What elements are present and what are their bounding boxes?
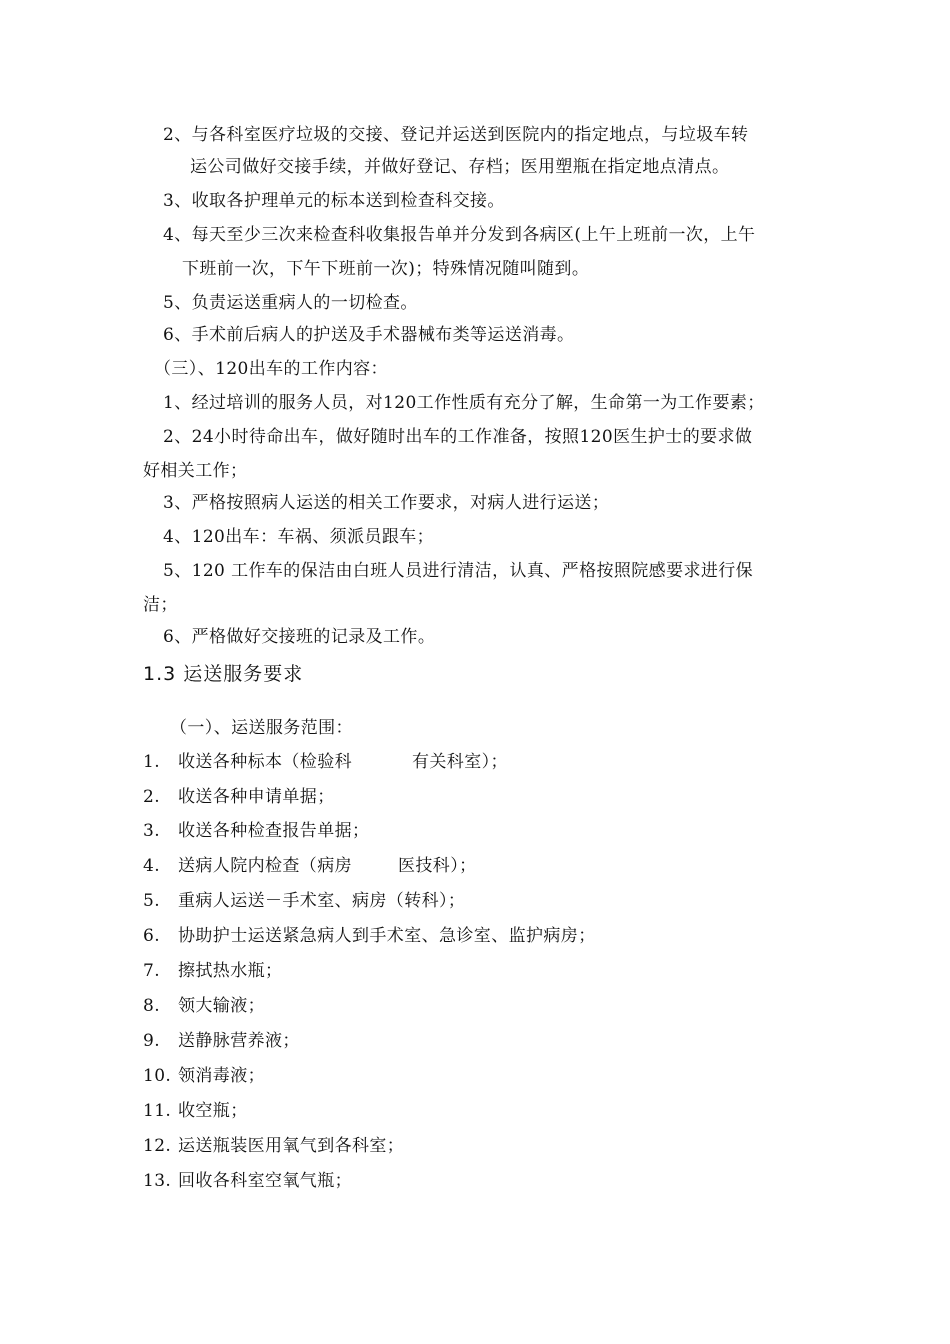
list-item-number: 6.: [143, 926, 161, 946]
list-item-text: 领消毒液；: [178, 1066, 265, 1086]
list-item-text: 收送各种检查报告单据；: [178, 821, 370, 841]
list-item: [143, 751, 508, 773]
list-item: [143, 1135, 404, 1157]
list-item: [143, 1030, 300, 1052]
list-item-number: 12.: [143, 1136, 172, 1156]
list-item: [143, 855, 477, 877]
s3-item-2-line-1: 2、24小时待命出车，做好随时出车的工作准备，按照120医生护士的要求做: [163, 427, 753, 447]
item-5: 5、负责运送重病人的一切检查。: [163, 293, 418, 313]
list-item-number: 9.: [143, 1031, 161, 1051]
item-4-line-2: 下班前一次，下午下班前一次)；特殊情况随叫随到。: [182, 259, 590, 279]
list-item-text: 运送瓶装医用氧气到各科室；: [178, 1136, 405, 1156]
list-item-number: 10.: [143, 1066, 172, 1086]
s3-item-5-line-1: 5、120 工作车的保洁由白班人员进行清洁，认真、严格按照院感要求进行保: [163, 561, 754, 581]
list-item-text: 送病人院内检查（病房: [178, 856, 352, 876]
list-item-number: 11.: [143, 1101, 172, 1121]
list-item-number: 13.: [143, 1171, 172, 1191]
list-item-number: 3.: [143, 821, 161, 841]
scope-title: （一）、运送服务范围：: [170, 718, 353, 738]
list-item-number: 1.: [143, 752, 161, 772]
list-item-text-tail: 有关科室）；: [412, 752, 508, 772]
list-item-number: 5.: [143, 891, 161, 911]
list-item: [143, 995, 265, 1017]
list-item-text: 擦拭热水瓶；: [178, 961, 283, 981]
s3-item-2-line-2: 好相关工作；: [143, 461, 248, 481]
list-item-text: 协助护士运送紧急病人到手术室、急诊室、监护病房；: [178, 926, 596, 946]
list-item: [143, 1065, 265, 1087]
list-item-text: 收送各种标本（检验科: [178, 752, 352, 772]
list-item-text: 重病人运送－手术室、病房（转科）；: [178, 891, 466, 911]
s3-item-5-line-2: 洁；: [143, 595, 178, 615]
list-item-text: 送静脉营养液；: [178, 1031, 300, 1051]
list-item: [143, 890, 465, 912]
item-3: 3、收取各护理单元的标本送到检查科交接。: [163, 191, 505, 211]
list-item: [143, 1170, 352, 1192]
list-item: [143, 925, 596, 947]
s3-item-3: 3、严格按照病人运送的相关工作要求，对病人进行运送；: [163, 493, 610, 513]
list-item-number: 2.: [143, 787, 161, 807]
list-item: [143, 786, 335, 808]
item-6: 6、手术前后病人的护送及手术器械布类等运送消毒。: [163, 325, 575, 345]
list-item-text: 领大输液；: [178, 996, 265, 1016]
section-3-title: （三）、120出车的工作内容：: [154, 359, 388, 379]
list-item: [143, 1100, 248, 1122]
s3-item-1: 1、经过培训的服务人员，对120工作性质有充分了解，生命第一为工作要素；: [163, 393, 765, 413]
list-item: [143, 820, 369, 842]
list-item-number: 4.: [143, 856, 161, 876]
list-item-text: 收空瓶；: [178, 1101, 248, 1121]
item-2-line-1: 2、与各科室医疗垃圾的交接、登记并运送到医院内的指定地点，与垃圾车转: [163, 125, 749, 145]
item-4-line-1: 4、每天至少三次来检查科收集报告单并分发到各病区(上午上班前一次，上午: [163, 225, 756, 245]
list-item-text: 回收各科室空氧气瓶；: [178, 1171, 352, 1191]
list-item-text-tail: 医技科）；: [398, 856, 477, 876]
list-item-text: 收送各种申请单据；: [178, 787, 335, 807]
list-item-number: 7.: [143, 961, 161, 981]
list-item: [143, 960, 282, 982]
s3-item-6: 6、严格做好交接班的记录及工作。: [163, 627, 436, 647]
list-item-number: 8.: [143, 996, 161, 1016]
item-2-line-2: 运公司做好交接手续，并做好登记、存档；医用塑瓶在指定地点清点。: [190, 157, 730, 177]
section-heading-1-3: 1.3 运送服务要求: [143, 663, 304, 685]
s3-item-4: 4、120出车：车祸、须派员跟车；: [163, 527, 435, 547]
